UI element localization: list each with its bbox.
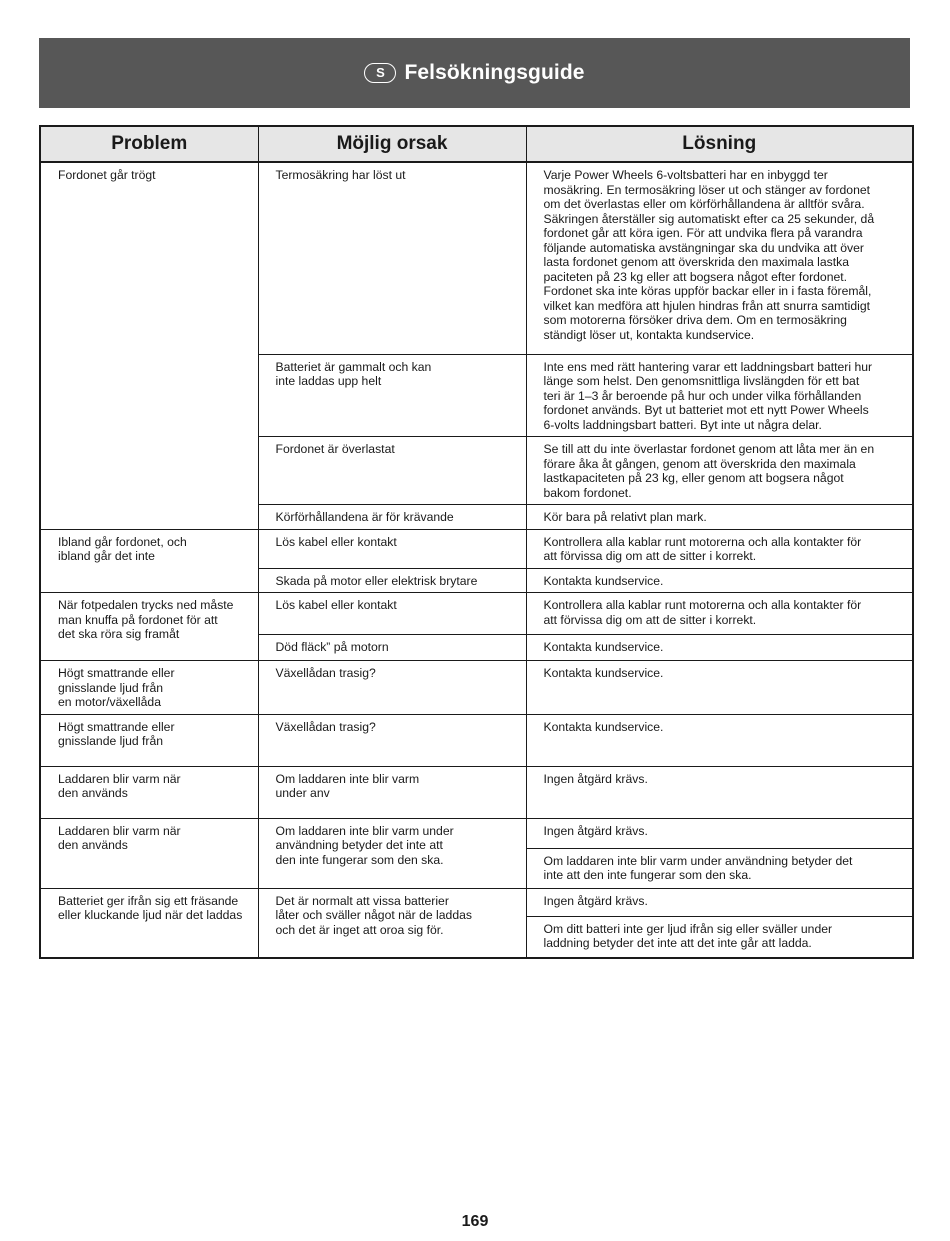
table-row bbox=[40, 888, 913, 916]
solution-cell: Om ditt batteri inte ger ljud ifrån sig eller sväller under laddning betyder det inte att det inte går att ladda. bbox=[526, 916, 913, 958]
solution-cell: Varje Power Wheels 6-voltsbatteri har en inbyggd ter mosäkring. En termosäkring löser ut och stänger av fordonet om det överlastas eller om körförhållandena är alltför svåra. Säkringen återställer sig automatiskt efter ca 25 sekunder, då fordonet går att köra igen. För att undvika flera på varandra följande automatiska avstängningar ska du undvika att över lasta fordonet genom att överskrida den maximala lastka paciteten på 23 kg eller att bogsera något efter fordonet. Fordonet ska inte köras uppför backar eller in i fasta föremål, vilket kan medföra att hjulen hindras från att snurra samtidigt som motorerna försöker driva dem. Om en termosäkring ständigt löser ut, kontakta kundservice. bbox=[526, 162, 913, 354]
cause-cell: Körförhållandena är för krävande bbox=[258, 505, 526, 530]
solution-cell: Kör bara på relativt plan mark. bbox=[526, 505, 913, 530]
solution-cell: Kontakta kundservice. bbox=[526, 568, 913, 593]
troubleshooting-table bbox=[39, 125, 914, 959]
problem-cell: Fordonet går trögt bbox=[40, 162, 258, 529]
solution-cell: Kontakta kundservice. bbox=[526, 635, 913, 661]
solution-cell: Kontrollera alla kablar runt motorerna och alla kontakter för att förvissa dig om att de sitter i korrekt. bbox=[526, 529, 913, 568]
cause-cell: Växellådan trasig? bbox=[258, 714, 526, 766]
table-row bbox=[40, 661, 913, 715]
table-header-row bbox=[40, 126, 913, 162]
problem-cell: Högt smattrande eller gnisslande ljud från bbox=[40, 714, 258, 766]
problem-cell: Batteriet ger ifrån sig ett fräsande eller kluckande ljud när det laddas bbox=[40, 888, 258, 958]
title-banner bbox=[39, 38, 910, 108]
solution-cell: Kontrollera alla kablar runt motorerna och alla kontakter för att förvissa dig om att de sitter i korrekt. bbox=[526, 593, 913, 635]
solution-cell: Kontakta kundservice. bbox=[526, 714, 913, 766]
cause-cell: Lös kabel eller kontakt bbox=[258, 529, 526, 568]
column-header-solution: Lösning bbox=[526, 126, 913, 162]
table-row bbox=[40, 593, 913, 635]
cause-cell: Det är normalt att vissa batterier låter och sväller något när de laddas och det är inget att oroa sig för. bbox=[258, 888, 526, 958]
cause-cell: Död fläck” på motorn bbox=[258, 635, 526, 661]
language-badge-icon: S bbox=[364, 63, 396, 83]
cause-cell: Om laddaren inte blir varm under användning betyder det inte att den inte fungerar som den ska. bbox=[258, 818, 526, 888]
problem-cell: Laddaren blir varm när den används bbox=[40, 766, 258, 818]
column-header-cause: Möjlig orsak bbox=[258, 126, 526, 162]
solution-cell: Ingen åtgärd krävs. bbox=[526, 766, 913, 818]
solution-cell: Kontakta kundservice. bbox=[526, 661, 913, 715]
problem-cell: Ibland går fordonet, och ibland går det inte bbox=[40, 529, 258, 593]
table-row bbox=[40, 162, 913, 354]
solution-cell: Om laddaren inte blir varm under användning betyder det inte att den inte fungerar som den ska. bbox=[526, 848, 913, 888]
solution-cell: Inte ens med rätt hantering varar ett laddningsbart batteri hur länge som helst. Den genomsnittliga livslängden för ett bat teri är 1–3 år beroende på hur och under vilka förhållanden fordonet används. Byt ut batteriet mot ett nytt Power Wheels 6-volts laddningsbart batteri. Byt inte ut några delar. bbox=[526, 354, 913, 437]
cause-cell: Växellådan trasig? bbox=[258, 661, 526, 715]
problem-cell: Laddaren blir varm när den används bbox=[40, 818, 258, 888]
cause-cell: Lös kabel eller kontakt bbox=[258, 593, 526, 635]
table-row bbox=[40, 818, 913, 848]
cause-cell: Om laddaren inte blir varm under anv bbox=[258, 766, 526, 818]
solution-cell: Ingen åtgärd krävs. bbox=[526, 818, 913, 848]
problem-cell: Högt smattrande eller gnisslande ljud från en motor/växellåda bbox=[40, 661, 258, 715]
solution-cell: Se till att du inte överlastar fordonet genom att låta mer än en förare åka åt gången, genom att överskrida den maximala lastkapaciteten på 23 kg, eller genom att bogsera något bakom fordonet. bbox=[526, 437, 913, 505]
problem-cell: När fotpedalen trycks ned måste man knuffa på fordonet för att det ska röra sig framåt bbox=[40, 593, 258, 661]
table-row bbox=[40, 529, 913, 568]
page-number: 169 bbox=[461, 1213, 489, 1230]
solution-cell: Ingen åtgärd krävs. bbox=[526, 888, 913, 916]
cause-cell: Batteriet är gammalt och kan inte laddas upp helt bbox=[258, 354, 526, 437]
cause-cell: Skada på motor eller elektrisk brytare bbox=[258, 568, 526, 593]
page-title: Felsökningsguide bbox=[404, 61, 585, 84]
cause-cell: Termosäkring har löst ut bbox=[258, 162, 526, 354]
column-header-problem: Problem bbox=[40, 126, 258, 162]
cause-cell: Fordonet är överlastat bbox=[258, 437, 526, 505]
table-row bbox=[40, 714, 913, 766]
table-row bbox=[40, 766, 913, 818]
